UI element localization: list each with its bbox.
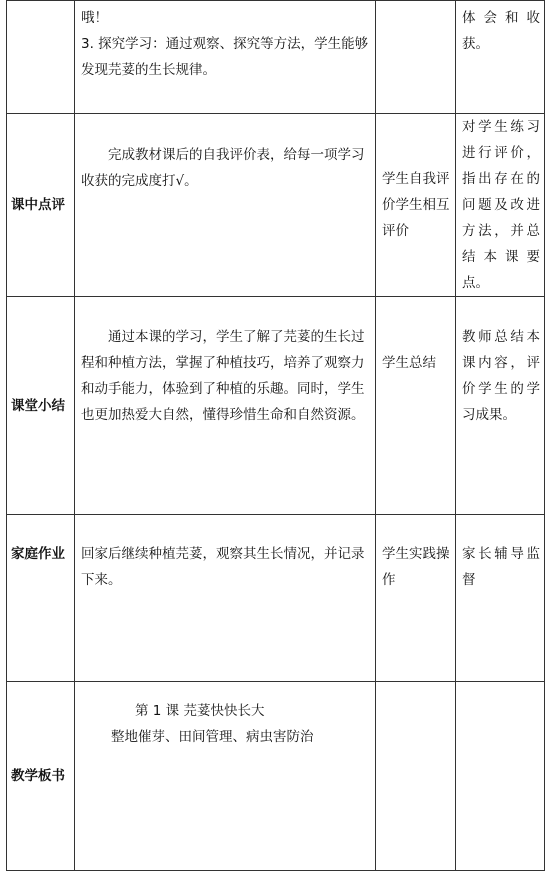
design-intent-cell: 家长辅导监督 (456, 515, 545, 682)
content-line: 3. 探究学习：通过观察、探究等方法，学生能够发现芫荽的生长规律。 (81, 36, 369, 78)
design-intent-cell: 体会和收获。 (456, 1, 545, 114)
method-cell (376, 682, 456, 871)
row-label-homework: 家庭作业 (7, 515, 75, 682)
content-line: 通过本课的学习，学生了解了芫荽的生长过程和种植方法，掌握了种植技巧，培养了观察力和动手能力，体验到了种植的乐趣。同时，学生也更加热爱大自然，懂得珍惜生命和自然资源。 (81, 329, 365, 423)
board-line: 整地催芽、田间管理、病虫害防治 (111, 729, 314, 745)
method-cell: 学生自我评价学生相互评价 (376, 114, 456, 297)
row-label-empty (7, 1, 75, 114)
table-row-homework (7, 515, 545, 682)
design-intent-cell: 教师总结本课内容，评价学生的学习成果。 (456, 297, 545, 515)
board-title: 第 1 课 芫荽快快长大 (135, 703, 265, 719)
table-row-continuation (7, 1, 545, 114)
content-line: 回家后继续种植芫荽，观察其生长情况，并记录下来。 (81, 546, 365, 588)
table-row-lesson-summary (7, 297, 545, 515)
design-intent-cell (456, 682, 545, 871)
method-cell: 学生实践操作 (376, 515, 456, 682)
method-cell (376, 1, 456, 114)
row-label-blackboard: 教学板书 (7, 682, 75, 871)
table-row-blackboard (7, 682, 545, 871)
content-line: 完成教材课后的自我评价表，给每一项学习收获的完成度打√。 (81, 147, 365, 189)
review-content (75, 114, 376, 297)
content-line: 哦！ (81, 10, 108, 26)
table-row-in-class-review (7, 114, 545, 297)
row-label-in-class-review: 课中点评 (7, 114, 75, 297)
method-cell: 学生总结 (376, 297, 456, 515)
blackboard-content (75, 682, 376, 871)
summary-content (75, 297, 376, 515)
design-intent-cell: 对学生练习进行评价，指出存在的问题及改进方法，并总结本课要点。 (456, 114, 545, 297)
activity-content (75, 1, 376, 114)
row-label-lesson-summary: 课堂小结 (7, 297, 75, 515)
lesson-plan-table (6, 0, 545, 871)
homework-content (75, 515, 376, 682)
